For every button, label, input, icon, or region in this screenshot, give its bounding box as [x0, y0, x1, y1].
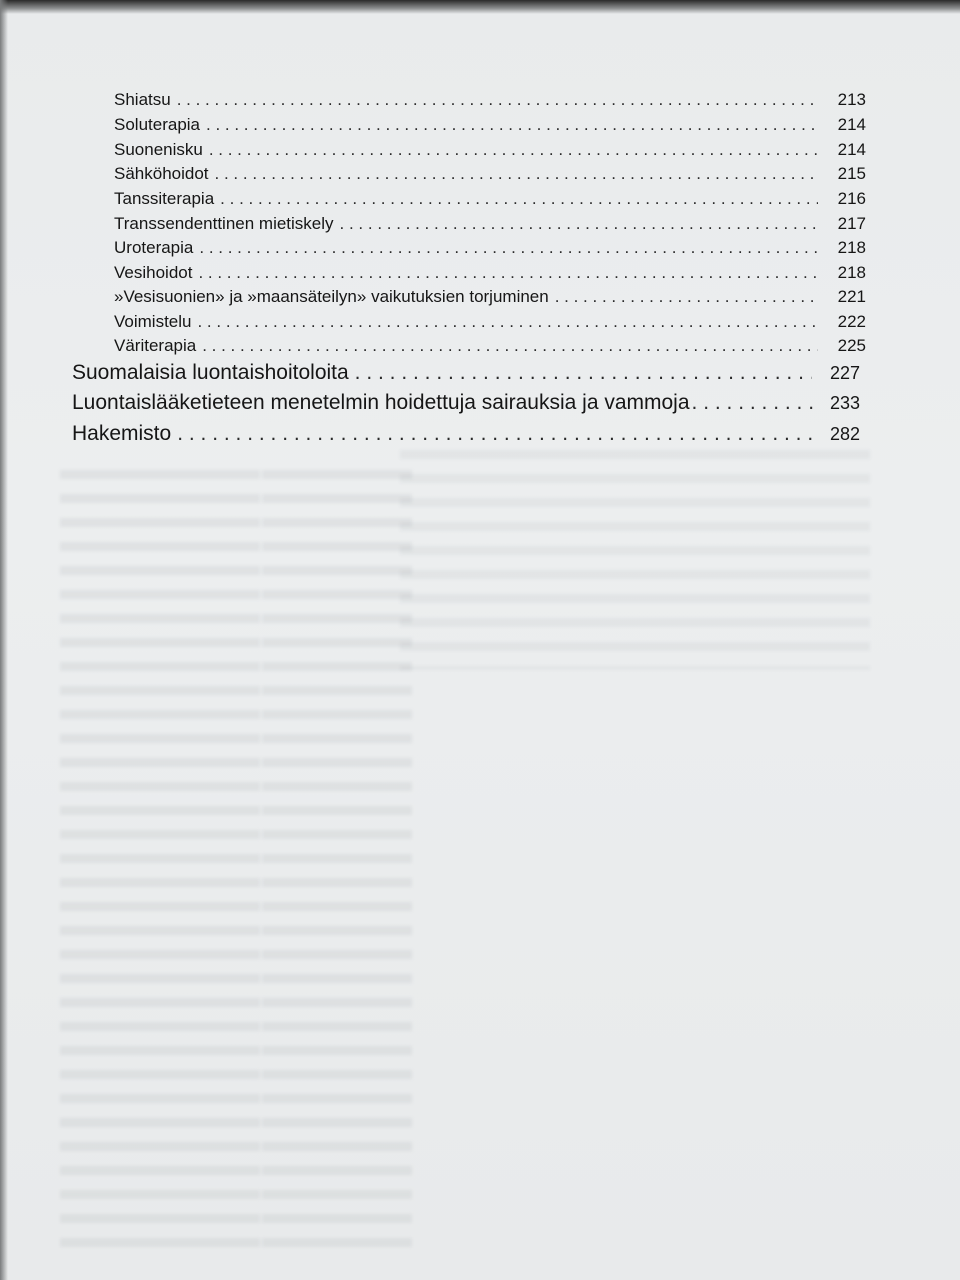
toc-chapter-label: Luontaislääketieteen menetelmin hoidettuja sairauksia ja vammoja	[72, 391, 690, 414]
toc-chapter-label: Suomalaisia luontaishoitoloita	[72, 361, 349, 384]
toc-chapter	[72, 422, 860, 446]
toc-entry-page: 218	[837, 238, 866, 257]
toc-entry-page: 214	[837, 140, 866, 159]
toc-entry-label: Väriterapia	[114, 336, 197, 355]
toc-entry	[114, 140, 866, 160]
toc-entry-page: 214	[837, 115, 866, 134]
dot-leader	[197, 312, 818, 332]
toc-chapter	[72, 361, 860, 385]
toc-entry	[114, 287, 866, 307]
toc-entry-label: Soluterapia	[114, 115, 201, 134]
toc-entry-page: 225	[837, 336, 866, 355]
dot-leader	[206, 115, 818, 135]
toc-entry	[114, 336, 866, 356]
dot-leader	[215, 164, 818, 184]
toc-entry-label: Suonenisku	[114, 140, 203, 159]
dot-leader	[177, 422, 812, 446]
toc-entry-label: Tanssiterapia	[114, 189, 215, 208]
dot-leader	[220, 189, 818, 209]
toc-entry-label: Voimistelu	[114, 312, 192, 331]
dot-leader	[355, 361, 812, 385]
dot-leader	[340, 214, 818, 234]
toc-entry-label: Uroterapia	[114, 238, 194, 257]
toc-entry	[114, 115, 866, 135]
toc-chapter-page: 282	[829, 424, 860, 444]
toc-entry-page: 218	[837, 263, 866, 282]
toc-entry-label: »Vesisuonien» ja »maansäteilyn» vaikutuksien torjuminen	[114, 287, 549, 306]
toc-entry-page: 221	[837, 287, 866, 306]
dot-leader	[199, 238, 818, 258]
toc-entry-page: 217	[837, 214, 866, 233]
toc-entry	[114, 189, 866, 209]
toc-entry-label: Transsendenttinen mietiskely	[114, 214, 334, 233]
toc-entry	[114, 238, 866, 258]
toc-entry	[114, 164, 866, 184]
toc-entry-label: Shiatsu	[114, 90, 171, 109]
toc-entry-page: 216	[837, 189, 866, 208]
dot-leader	[202, 336, 818, 356]
dot-leader	[555, 287, 818, 307]
toc-entry-page: 213	[837, 90, 866, 109]
toc-entry	[114, 263, 866, 283]
toc-entry-page: 215	[837, 164, 866, 183]
dot-leader	[209, 140, 818, 160]
toc-entry-label: Sähköhoidot	[114, 164, 209, 183]
toc-entry	[114, 90, 866, 110]
toc-entry	[114, 214, 866, 234]
dot-leader	[198, 263, 818, 283]
toc-chapter-label: Hakemisto	[72, 422, 172, 445]
dot-leader	[692, 391, 818, 415]
toc-entry-page: 222	[837, 312, 866, 331]
toc-chapter	[72, 391, 860, 415]
toc-chapter-page: 227	[829, 363, 860, 383]
toc-chapter-page: 233	[829, 393, 860, 413]
toc-entry	[114, 312, 866, 332]
dot-leader	[177, 90, 818, 110]
toc-entry-label: Vesihoidot	[114, 263, 193, 282]
